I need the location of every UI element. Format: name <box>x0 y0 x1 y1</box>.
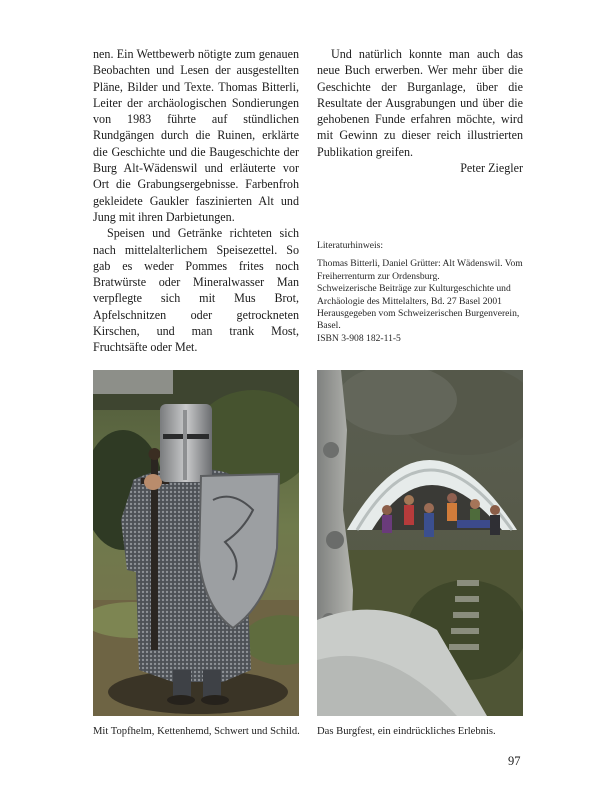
knight-photo <box>93 370 299 716</box>
literature-line: ISBN 3-908 182-11-5 <box>317 332 401 344</box>
author-signature: Peter Ziegler <box>460 161 523 176</box>
festival-tent-photo <box>317 370 523 716</box>
literature-reference <box>317 240 523 345</box>
figure-caption-left: Mit Topfhelm, Kettenhemd, Schwert und Schild. <box>93 726 300 737</box>
page-number: 97 <box>508 754 521 768</box>
paragraph-3: Und natürlich konnte man auch das neue Buch erwerben. Wer mehr über die Geschichte der Burganlage, über die Resultate der Ausgrabungen und über die gehobenen Funde erfahren möchte, wird mit Gewinn zu dieser reich illustrierten Publikation greifen. <box>317 47 523 159</box>
literature-line: Thomas Bitterli, Daniel Grütter: Alt Wädenswil. Vom Freiherrenturm zur Ordensburg. <box>317 258 523 282</box>
literature-heading: Literaturhinweis: <box>317 240 384 251</box>
literature-line: Herausgegeben vom Schweizerischen Burgenverein, Basel. <box>317 308 520 332</box>
paragraph-2: Speisen und Getränke richteten sich nach mittelalterlichem Speisezettel. So gab es weder Pommes frites noch Bratwürste oder Mineralwasser Man verpflegte sich mit Mus Brot, Apfelschnitzen oder getrockneten Kirschen, und man trank Most, Fruchtsäfte oder Met. <box>93 226 299 355</box>
text-column-right <box>317 46 523 176</box>
literature-line: Schweizerische Beiträge zur Kulturgeschichte und Archäologie des Mittelalters, Bd. 27 Basel 2001 <box>317 283 511 307</box>
figure-caption-right: Das Burgfest, ein eindrückliches Erlebnis. <box>317 726 496 737</box>
text-column-left <box>93 46 299 356</box>
paragraph-1: nen. Ein Wettbewerb nötigte zum genauen Beobachten und Lesen der ausgestellten Pläne, Bilder und Texte. Thomas Bitterli, Leiter der archäologischen Sondierungen von 1983 führte auf stündlichen Rundgängen durch die Ruinen, erklärte die Geschichte und die Baugeschichte der Burg Alt-Wädenswil und erläuterte vor Ort die Grabungsergebnisse. Farbenfroh gekleidete Gaukler faszinierten Alt und Jung mit ihren Darbietungen. <box>93 47 299 224</box>
